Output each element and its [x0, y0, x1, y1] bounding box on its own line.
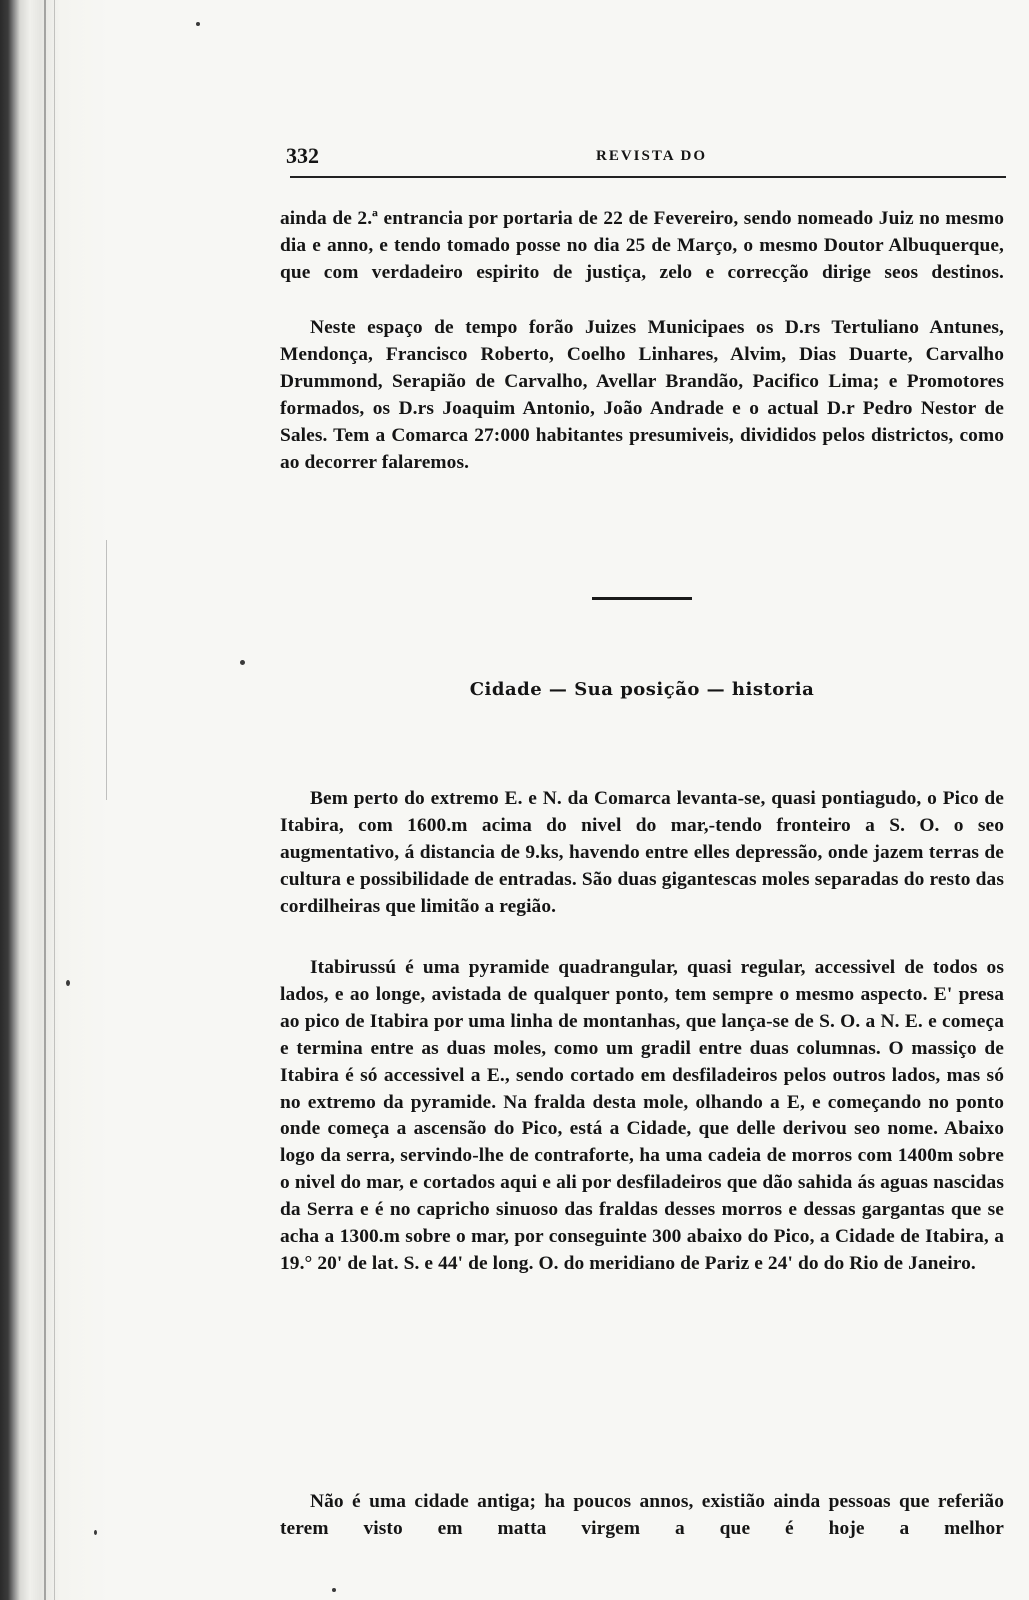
header-rule — [290, 176, 1006, 178]
scan-speck — [66, 980, 70, 986]
section-divider — [592, 597, 692, 600]
running-head: REVISTA DO — [596, 148, 707, 164]
section-title: Cidade — Sua posição — historia — [469, 679, 815, 700]
book-binding-edge — [0, 0, 110, 1600]
page-header — [286, 143, 1004, 183]
paragraph-cidade-antiga: Não é uma cidade antiga; ha poucos annos, existião ainda pessoas que referião terem visto em matta virgem a que é hoje a melhor — [280, 1491, 1004, 1539]
scan-speck — [94, 1530, 97, 1535]
paragraph-pico-itabira: Bem perto do extremo E. e N. da Comarca levanta-se, quasi pontiagudo, o Pico de Itabira, com 1600.m acima do nivel do mar,-tendo fronteiro a S. O. o seo augmentativo, á distancia de 9.ks, havendo entre elles depressão, onde jazem terras de cultura e possibilidade de entradas. São duas gigantescas moles separadas do resto das cordilheiras que limitão a região. — [280, 788, 1004, 917]
page-edge-line — [106, 540, 107, 800]
paragraph-itabirussu: Itabirussú é uma pyramide quadrangular, quasi regular, accessivel de todos os lados, e ao longe, avistada de qualquer ponto, tem sempre o mesmo aspecto. E' presa ao pico de Itabira por uma linha de montanhas, que lança-se de S. O. a N. E. e começa e termina entre as duas moles, como um gradil entre duas columnas. O massiço de Itabira é só accessivel a E., sendo cortado em desfiladeiros pelos outros lados, mas só no extremo da pyramide. Na fralda desta mole, olhando a E, e começando no ponto onde começa a ascensão do Pico, está a Cidade, que delle derivou seo nome. Abaixo logo da serra, servindo-lhe de contraforte, ha uma cadeia de morros com 1400m sobre o nivel do mar, e cortados aqui e ali por desfiladeiros que dão sahida ás aguas nascidas da Serra e é no capricho sinuoso das fraldas desses morros e dessas gargantas que se acha a 1300.m sobre o mar, por conseguinte 300 abaixo do Pico, a Cidade de Itabira, a 19.° 20' de lat. S. e 44' de long. O. do meridiano de Pariz e 24' do do Rio de Janeiro. — [280, 957, 1004, 1274]
paragraph-continuation: ainda de 2.ª entrancia por portaria de 22 de Fevereiro, sendo nomeado Juiz no mesmo dia e anno, e tendo tomado posse no dia 25 de Março, o mesmo Doutor Albuquerque, que com verdadeiro espirito de justiça, zelo e correcção dirige seos destinos. — [280, 208, 1004, 283]
page-number: 332 — [286, 143, 319, 168]
binding-shadow-line — [54, 0, 55, 1600]
scan-speck — [196, 22, 200, 26]
scan-speck — [240, 660, 245, 665]
paragraph-judges: Neste espaço de tempo forão Juizes Municipaes os D.rs Tertuliano Antunes, Mendonça, Francisco Roberto, Coelho Linhares, Alvim, Dias Duarte, Carvalho Drummond, Serapião de Carvalho, Avellar Brandão, Pacifico Lima; e Promotores formados, os D.rs Joaquim Antonio, João Andrade e o actual D.r Pedro Nestor de Sales. Tem a Comarca 27:000 habitantes presumiveis, divididos pelos districtos, como ao decorrer falaremos. — [280, 317, 1004, 473]
binding-shadow-line — [44, 0, 46, 1600]
book-page — [280, 0, 1008, 1600]
